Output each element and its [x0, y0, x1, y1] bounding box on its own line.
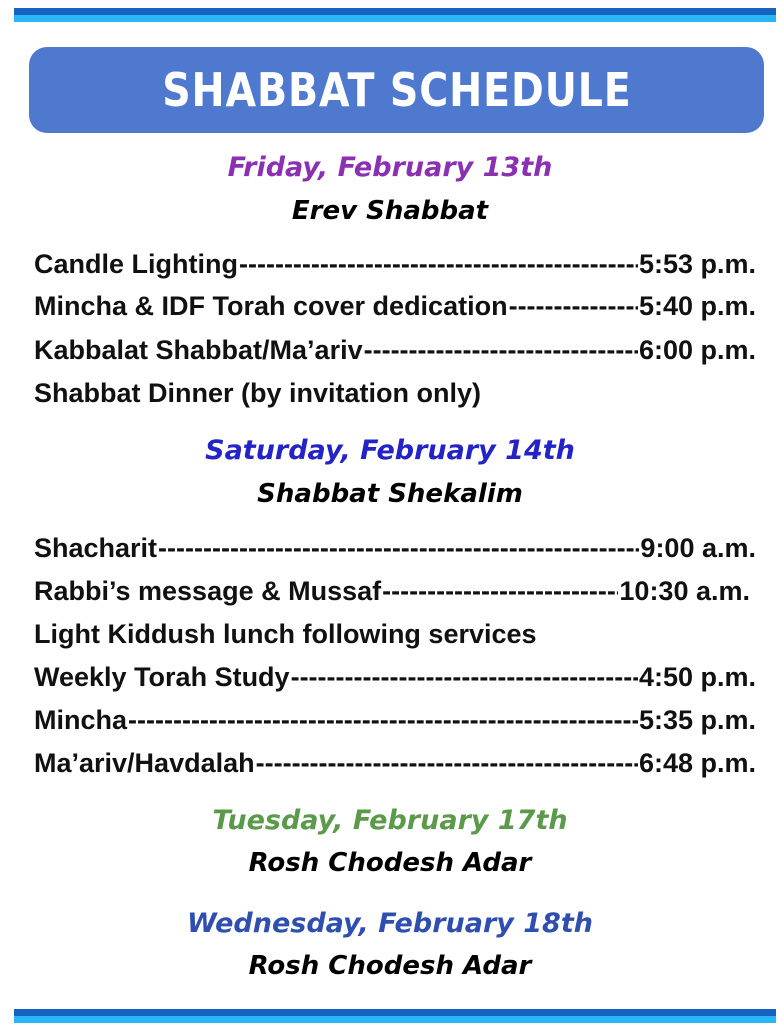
dotted-leader [128, 705, 638, 736]
schedule-row [34, 573, 750, 609]
schedule-item-time: 4:50 p.m. [638, 661, 756, 692]
schedule-item-time: 5:53 p.m. [638, 248, 756, 279]
schedule-row [34, 702, 756, 738]
schedule-row [34, 616, 756, 652]
schedule-row [34, 659, 756, 695]
schedule-item-label: Candle Lighting [34, 248, 238, 279]
top-divider-dark [14, 8, 776, 15]
dotted-leader [256, 748, 638, 779]
bottom-divider-dark [14, 1009, 776, 1016]
saturday-date-heading: Saturday, February 14th [205, 435, 575, 466]
schedule-item-label: Shacharit [34, 532, 158, 563]
schedule-item-label: Kabbalat Shabbat/Ma’ariv [34, 334, 363, 365]
bottom-divider-light [14, 1016, 776, 1023]
schedule-item-time: 5:40 p.m. [638, 290, 756, 321]
schedule-item-label: Ma’ariv/Havdalah [34, 747, 255, 778]
dotted-leader [509, 291, 638, 322]
schedule-item-label: Mincha & IDF Torah cover dedication [34, 290, 508, 321]
schedule-item-label: Light Kiddush lunch following services [34, 618, 537, 649]
schedule-item-time: 6:48 p.m. [638, 747, 756, 778]
schedule-row [34, 332, 756, 368]
schedule-item-label: Rabbi’s message & Mussaf [34, 575, 382, 606]
wednesday-subtitle: Rosh Chodesh Adar [248, 951, 532, 981]
schedule-row [34, 288, 756, 324]
friday-subtitle: Erev Shabbat [291, 196, 489, 226]
schedule-item-time: 10:30 a.m. [619, 575, 750, 606]
schedule-item-time: 6:00 p.m. [638, 334, 756, 365]
schedule-row [34, 745, 756, 781]
schedule-item-time: 9:00 a.m. [640, 532, 756, 563]
schedule-row [34, 375, 756, 411]
page-title: SHABBAT SCHEDULE [161, 63, 632, 117]
title-banner [29, 47, 764, 133]
wednesday-date-heading: Wednesday, February 18th [187, 908, 593, 939]
dotted-leader [239, 249, 638, 280]
saturday-subtitle: Shabbat Shekalim [257, 479, 523, 509]
top-divider-light [14, 15, 776, 22]
tuesday-subtitle: Rosh Chodesh Adar [248, 848, 532, 878]
dotted-leader [291, 662, 638, 693]
bottom-divider [14, 1009, 776, 1023]
top-divider [14, 8, 776, 22]
schedule-row [34, 530, 756, 566]
tuesday-date-heading: Tuesday, February 17th [212, 805, 568, 836]
dotted-leader [158, 533, 639, 564]
schedule-row [34, 246, 756, 282]
schedule-item-label: Weekly Torah Study [34, 661, 290, 692]
dotted-leader [382, 576, 618, 607]
schedule-item-time: 5:35 p.m. [638, 704, 756, 735]
schedule-item-label: Mincha [34, 704, 128, 735]
schedule-item-label: Shabbat Dinner (by invitation only) [34, 377, 482, 408]
friday-date-heading: Friday, February 13th [227, 152, 553, 183]
dotted-leader [364, 335, 638, 366]
